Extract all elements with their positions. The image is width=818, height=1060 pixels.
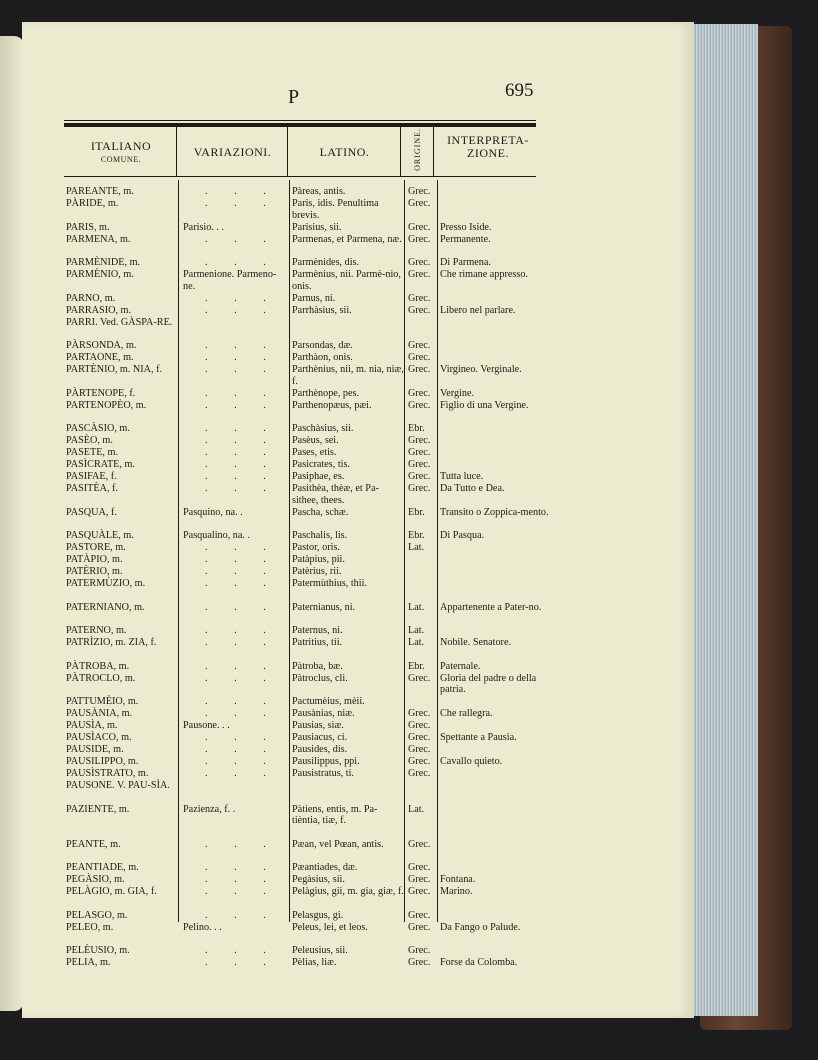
variation-cell: . . . — [205, 352, 278, 363]
latin-name-cell: Pasiphae, es. — [292, 471, 345, 482]
italian-name-cell: PARMÈNIDE, m. — [66, 257, 141, 268]
column-divider-1 — [178, 180, 179, 922]
interpretation-cell: Marino. — [440, 886, 473, 897]
header-divider-2 — [287, 124, 288, 176]
italian-name-cell: PASTORE, m. — [66, 542, 126, 553]
variation-cell: . . . — [205, 672, 278, 684]
latin-name-cell: Paschalis, lis. — [292, 530, 348, 541]
variation-cell: Pazienza, f. . — [183, 803, 236, 815]
interpretation-cell: Che rimane appresso. — [440, 269, 528, 280]
latin-name-cell: Paschàsius, sii. — [292, 423, 354, 434]
latin-name-cell: Parthènope, pes. — [292, 387, 360, 399]
origin-cell: Grec. — [408, 352, 431, 363]
latin-name-cell: Pelàgius, gii, m. gia, giæ, f. — [292, 886, 404, 897]
latin-name-cell: Paternus, ni. — [292, 625, 343, 636]
italian-name-cell: PAUSÀNIA, m. — [66, 708, 133, 719]
variation-cell: . . . — [205, 340, 278, 351]
latin-name-cell: Pausànias, niæ. — [292, 708, 355, 719]
variation-cell: . . . — [205, 625, 278, 636]
header-divider-4 — [433, 124, 434, 176]
origin-cell: Grec. — [408, 708, 431, 719]
variation-cell: . . . — [205, 233, 278, 245]
variation-cell: . . . — [205, 198, 278, 209]
variation-cell: . . . — [205, 471, 278, 482]
interpretation-cell: Spettante a Pausia. — [440, 732, 517, 743]
variation-cell: . . . — [205, 399, 278, 411]
variation-cell: Pausone. . . — [183, 720, 230, 731]
italian-name-cell: PARMÈNIO, m. — [66, 269, 134, 280]
page-number: 695 — [505, 80, 534, 101]
latin-name-cell: Peleus, lei, et leos. — [292, 921, 368, 933]
header-interpretazione: INTERPRETA- ZIONE. — [447, 133, 529, 160]
variation-cell: . . . — [205, 756, 278, 767]
latin-name-cell: Parmènius, nii. Parmè-nio, onis. — [292, 269, 401, 292]
italian-name-cell: PASQUÀLE, m. — [66, 530, 134, 541]
header-origine: ORIGINE. — [412, 127, 422, 171]
interpretation-cell: Libero nel parlare. — [440, 304, 516, 316]
variation-cell: Pelino. . . — [183, 921, 222, 933]
header-comune: COMUNE. — [100, 155, 142, 164]
latin-name-cell: Pausiacus, ci. — [292, 732, 348, 743]
origin-cell: Grec. — [408, 672, 431, 684]
variation-cell: . . . — [205, 578, 278, 589]
italian-name-cell: PATERNO, m. — [66, 625, 127, 636]
interpretation-cell: Presso Iside. — [440, 221, 492, 233]
italian-name-cell: PELÀGIO, m. GIA, f. — [66, 886, 157, 897]
variation-cell: . . . — [205, 447, 278, 458]
latin-name-cell: Pasithèa, thèæ, et Pa-sithee, thees. — [292, 483, 379, 506]
origin-cell: Grec. — [408, 257, 431, 268]
interpretation-cell: Forse da Colomba. — [440, 957, 518, 968]
interpretation-cell: Nobile. Senatore. — [440, 637, 512, 648]
origin-cell: Grec. — [408, 921, 431, 933]
italian-name-cell: PARRASIO, m. — [66, 304, 132, 316]
column-divider-3 — [404, 180, 405, 922]
italian-name-cell: PAUSÌACO, m. — [66, 732, 132, 743]
latin-name-cell: Patermùthius, thii. — [292, 578, 367, 589]
origin-cell: Grec. — [408, 399, 431, 411]
italian-name-cell: PELIA, m. — [66, 957, 111, 968]
italian-name-cell: PATÀPIO, m. — [66, 554, 123, 565]
interpretation-cell: Appartenente a Pater-no. — [440, 601, 542, 613]
variation-cell: . . . — [205, 660, 278, 672]
variation-cell: Parisio. . . — [183, 221, 225, 233]
latin-name-cell: Pases, etis. — [292, 447, 337, 458]
origin-cell: Grec. — [408, 387, 431, 399]
variation-cell: . . . — [205, 708, 278, 719]
origin-cell: Grec. — [408, 435, 431, 446]
origin-cell: Grec. — [408, 364, 431, 375]
variation-cell: . . . — [205, 292, 278, 304]
origin-cell: Lat. — [408, 625, 425, 636]
italian-name-cell: PASQUA, f. — [66, 506, 117, 518]
interpretation-cell: Tutta luce. — [440, 471, 484, 482]
variation-cell: . . . — [205, 957, 278, 968]
latin-name-cell: Parmènides, dis. — [292, 257, 360, 268]
latin-name-cell: Parthènius, nii, m. nia, niæ, f. — [292, 364, 404, 387]
origin-cell: Grec. — [408, 292, 431, 304]
interpretation-cell: Virgineo. Verginale. — [440, 364, 522, 375]
italian-name-cell: PASCÀSIO, m. — [66, 423, 130, 434]
variation-cell: . . . — [205, 886, 278, 897]
variation-cell: . . . — [205, 637, 278, 648]
origin-cell: Ebr. — [408, 423, 425, 434]
variation-cell: . . . — [205, 838, 278, 850]
latin-name-cell: Parrhàsius, sii. — [292, 304, 352, 316]
latin-name-cell: Patèrius, rii. — [292, 566, 342, 577]
interpretation-cell: Fontana. — [440, 874, 476, 885]
variation-cell: . . . — [205, 874, 278, 885]
variation-cell: . . . — [205, 601, 278, 613]
italian-name-cell: PARRI. Ved. GÀSPA-RE. — [66, 316, 173, 328]
column-divider-4 — [437, 180, 438, 922]
origin-cell: Grec. — [408, 269, 431, 280]
header-divider-3 — [400, 124, 401, 176]
latin-name-cell: Pausilippus, ppi. — [292, 756, 360, 767]
origin-cell: Grec. — [408, 304, 431, 316]
variation-cell: . . . — [205, 435, 278, 446]
latin-name-cell: Pæantiades, dæ. — [292, 862, 358, 873]
latin-name-cell: Pèlias, liæ. — [292, 957, 337, 968]
italian-name-cell: PÀRIDE, m. — [66, 198, 119, 209]
italian-name-cell: PASITÈA, f. — [66, 483, 118, 494]
variation-cell: . . . — [205, 364, 278, 375]
origin-cell: Grec. — [408, 340, 431, 351]
latin-name-cell: Parthenopæus, pæi. — [292, 399, 372, 411]
latin-name-cell: Peleusius, sii. — [292, 945, 348, 956]
variation-cell: . . . — [205, 862, 278, 873]
latin-name-cell: Parmenas, et Parmena, næ. — [292, 233, 402, 245]
variation-cell: Parmenione. Parmeno-ne. — [183, 269, 277, 292]
interpretation-cell: Paternale. — [440, 660, 481, 672]
italian-name-cell: PÀRTENOPE, f. — [66, 387, 136, 399]
italian-name-cell: PÀTROBA, m. — [66, 660, 130, 672]
interpretation-cell: Di Pasqua. — [440, 530, 485, 541]
interpretation-cell: Vergine. — [440, 387, 475, 399]
italian-name-cell: PARTAONE, m. — [66, 352, 134, 363]
italian-name-cell: PELASGO, m. — [66, 909, 128, 921]
italian-name-cell: PATERMÙZIO, m. — [66, 578, 146, 589]
italian-name-cell: PASETE, m. — [66, 447, 118, 458]
origin-cell: Ebr. — [408, 530, 425, 541]
origin-cell: Grec. — [408, 447, 431, 458]
variation-cell: . . . — [205, 768, 278, 779]
italian-name-cell: PARTÈNIO, m. NIA, f. — [66, 364, 163, 375]
origin-cell: Grec. — [408, 838, 431, 850]
interpretation-cell: Figlio di una Vergine. — [440, 399, 529, 411]
italian-name-cell: PAZIENTE, m. — [66, 803, 130, 815]
origin-cell: Lat. — [408, 542, 425, 553]
interpretation-cell: Cavallo quieto. — [440, 756, 503, 767]
italian-name-cell: PASÈO, m. — [66, 435, 113, 446]
latin-name-cell: Paris, idis. Penultima brevis. — [292, 198, 379, 221]
top-rule-thin — [64, 120, 536, 121]
header-italiano: ITALIANO COMUNE. — [66, 140, 176, 166]
italian-name-cell: PELÈUSIO, m. — [66, 945, 130, 956]
variation-cell: . . . — [205, 554, 278, 565]
latin-name-cell: Pasicrates, tis. — [292, 459, 351, 470]
header-divider-1 — [176, 124, 177, 176]
origin-cell: Grec. — [408, 483, 431, 494]
latin-name-cell: Pascha, schæ. — [292, 506, 349, 518]
variation-cell: . . . — [205, 186, 278, 197]
latin-name-cell: Pàreas, antis. — [292, 186, 346, 197]
origin-cell: Grec. — [408, 471, 431, 482]
italian-name-cell: PARTENOPÈO, m. — [66, 399, 147, 411]
italian-name-cell: PEGÀSIO, m. — [66, 874, 125, 885]
variation-cell: Pasquino, na. . — [183, 506, 243, 518]
italian-name-cell: PAUSONE. V. PAU-SÌA. — [66, 780, 170, 791]
origin-cell: Grec. — [408, 886, 431, 897]
latin-name-cell: Parthàon, onis. — [292, 352, 353, 363]
latin-name-cell: Parsondas, dæ. — [292, 340, 353, 351]
variation-cell: . . . — [205, 744, 278, 755]
interpretation-cell: Da Tutto e Dea. — [440, 483, 505, 494]
variation-cell: . . . — [205, 423, 278, 434]
origin-cell: Grec. — [408, 768, 431, 779]
variation-cell: . . . — [205, 566, 278, 577]
variation-cell: . . . — [205, 483, 278, 494]
italian-name-cell: PASIFAE, f. — [66, 471, 117, 482]
interpretation-cell: Da Fango o Palude. — [440, 921, 521, 933]
italian-name-cell: PAREANTE, m. — [66, 186, 134, 197]
latin-name-cell: Parisius, sii. — [292, 221, 342, 233]
latin-name-cell: Pastor, oris. — [292, 542, 340, 553]
variation-cell: . . . — [205, 909, 278, 921]
latin-name-cell: Pausistratus, ti. — [292, 768, 354, 779]
italian-name-cell: PASÌCRATE, m. — [66, 459, 135, 470]
latin-name-cell: Pasèus, sei. — [292, 435, 339, 446]
origin-cell: Ebr. — [408, 660, 425, 672]
origin-cell: Grec. — [408, 732, 431, 743]
latin-name-cell: Pausides, dis. — [292, 744, 348, 755]
variation-cell: . . . — [205, 696, 278, 707]
origin-cell: Grec. — [408, 744, 431, 755]
italian-name-cell: PAUSÌA, m. — [66, 720, 118, 731]
italian-name-cell: PAUSIDE, m. — [66, 744, 124, 755]
italian-name-cell: PATERNIANO, m. — [66, 601, 145, 613]
latin-name-cell: Pæan, vel Pœan, antis. — [292, 838, 384, 850]
italian-name-cell: PEANTE, m. — [66, 838, 121, 850]
latin-name-cell: Patàpius, pii. — [292, 554, 345, 565]
origin-cell: Grec. — [408, 862, 431, 873]
previous-page-edge — [0, 36, 24, 1011]
latin-name-cell: Parnus, ni. — [292, 292, 336, 304]
interpretation-cell: Permanente. — [440, 233, 491, 245]
page-letter: P — [288, 86, 300, 108]
interpretation-cell: Che rallegra. — [440, 708, 493, 719]
latin-name-cell: Patritius, tii. — [292, 637, 343, 648]
latin-name-cell: Pàtroba, bæ. — [292, 660, 343, 672]
variation-cell: . . . — [205, 732, 278, 743]
variation-cell: . . . — [205, 542, 278, 553]
italian-name-cell: PELEO, m. — [66, 921, 114, 933]
italian-name-cell: PATRÌZIO, m. ZIA, f. — [66, 637, 157, 648]
variation-cell: . . . — [205, 304, 278, 316]
variation-cell: . . . — [205, 459, 278, 470]
italian-name-cell: PARIS, m. — [66, 221, 110, 233]
top-rule-thick — [64, 123, 536, 127]
origin-cell: Grec. — [408, 909, 431, 921]
latin-name-cell: Pegàsius, sii. — [292, 874, 345, 885]
origin-cell: Grec. — [408, 756, 431, 767]
origin-cell: Grec. — [408, 459, 431, 470]
interpretation-cell: Di Parmena. — [440, 257, 491, 268]
interpretation-cell: Gloria del padre o della patria. — [440, 672, 537, 695]
origin-cell: Ebr. — [408, 506, 425, 518]
origin-cell: Lat. — [408, 637, 425, 648]
latin-name-cell: Pactumèius, mèii. — [292, 696, 365, 707]
italian-name-cell: PÀTROCLO, m. — [66, 672, 136, 684]
italian-name-cell: PARNO, m. — [66, 292, 116, 304]
origin-cell: Grec. — [408, 198, 431, 209]
latin-name-cell: Pausias, siæ. — [292, 720, 344, 731]
italian-name-cell: PAUSILIPPO, m. — [66, 756, 139, 767]
origin-cell: Grec. — [408, 720, 431, 731]
italian-name-cell: PARMENA, m. — [66, 233, 131, 245]
origin-cell: Grec. — [408, 957, 431, 968]
italian-name-cell: PEANTIADE, m. — [66, 862, 139, 873]
origin-cell: Grec. — [408, 186, 431, 197]
header-variazioni: VARIAZIONI. — [193, 145, 272, 159]
header-latino: LATINO. — [319, 145, 370, 159]
italian-name-cell: PAUSÌSTRATO, m. — [66, 768, 149, 779]
origin-cell: Grec. — [408, 233, 431, 245]
latin-name-cell: Pàtiens, entis, m. Pa-tièntia, tiæ, f. — [292, 803, 378, 826]
origin-cell: Grec. — [408, 945, 431, 956]
italian-name-cell: PATTUMÈIO, m. — [66, 696, 139, 707]
italian-name-cell: PATÈRIO, m. — [66, 566, 123, 577]
origin-cell: Lat. — [408, 601, 425, 613]
interpretation-cell: Transito o Zoppica-mento. — [440, 506, 549, 518]
origin-cell: Lat. — [408, 803, 425, 815]
latin-name-cell: Pàtroclus, cli. — [292, 672, 348, 684]
latin-name-cell: Pelasgus, gi. — [292, 909, 344, 921]
origin-cell: Grec. — [408, 221, 431, 233]
variation-cell: . . . — [205, 945, 278, 956]
variation-cell: Pasqualino, na. . — [183, 530, 251, 541]
latin-name-cell: Paternianus, ni. — [292, 601, 356, 613]
header-bottom-rule — [64, 176, 536, 177]
italian-name-cell: PÀRSONDA, m. — [66, 340, 137, 351]
variation-cell: . . . — [205, 387, 278, 399]
origin-cell: Grec. — [408, 874, 431, 885]
variation-cell: . . . — [205, 257, 278, 268]
